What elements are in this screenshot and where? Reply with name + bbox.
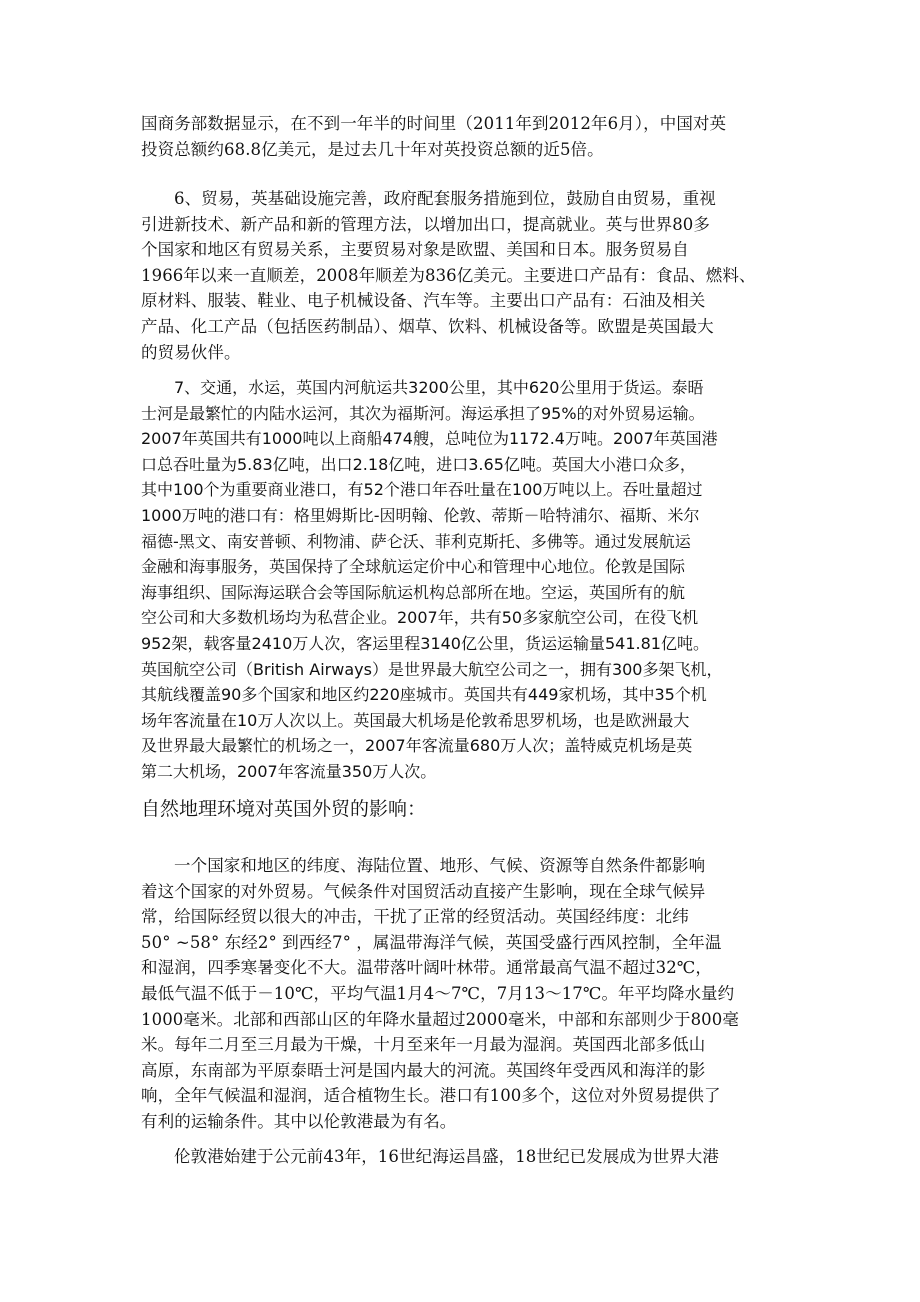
text-line: 最低气温不低于－10℃，平均气温1月4～7℃，7月13～17℃。年平均降水量约 (141, 983, 735, 1003)
text-line: 福德-黑文、南安普顿、利物浦、萨仑沃、菲利克斯托、多佛等。通过发展航运 (141, 531, 691, 551)
text-line: 和湿润，四季寒暑变化不大。温带落叶阔叶林带。通常最高气温不超过32℃， (141, 958, 712, 978)
text-line: 一个国家和地区的纬度、海陆位置、地形、气候、资源等自然条件都影响 (174, 856, 706, 875)
text-line: 国商务部数据显示，在不到一年半的时间里（2011年到2012年6月），中国对英 (141, 114, 727, 133)
paragraph-transport (141, 375, 781, 785)
text-line: 英国航空公司（British Airways）是世界最大航空公司之一，拥有300多架飞机， (141, 659, 723, 679)
text-line: 50° ~58° 东经2° 到西经7° ，属温带海洋气候，英国受盛行西风控制，全年温 (141, 932, 722, 952)
text-line: 士河是最繁忙的内陆水运河，其次为福斯河。海运承担了95%的对外贸易运输。 (141, 403, 705, 423)
text-line: 原材料、服装、鞋业、电子机械设备、汽车等。主要出口产品有：石油及相关 (141, 291, 706, 311)
text-line: 口总吞吐量为5.83亿吨，出口2.18亿吨，进口3.65亿吨。英国大小港口众多， (141, 454, 696, 474)
text-line: 空公司和大多数机场均为私营企业。2007年，共有50多家航空公司，在役飞机 (141, 608, 699, 628)
paragraph-investment (141, 111, 781, 162)
paragraph-trade (141, 186, 781, 365)
text-line: 产品、化工产品（包括医药制品）、烟草、饮料、机械设备等。欧盟是英国最大 (141, 316, 714, 336)
text-line: 7、交通，水运，英国内河航运共3200公里，其中620公里用于货运。泰晤 (174, 378, 704, 397)
text-line: 海事组织、国际海运联合会等国际航运机构总部所在地。空运，英国所有的航 (141, 582, 686, 602)
text-line: 着这个国家的对外贸易。气候条件对国贸活动直接产生影响，现在全球气候异 (141, 881, 706, 901)
text-line: 引进新技术、新产品和新的管理方法，以增加出口，提高就业。英与世界80多 (141, 214, 710, 234)
text-line: 1966年以来一直顺差，2008年顺差为836亿美元。主要进口产品有：食品、燃料、 (141, 265, 756, 285)
text-line: 1000万吨的港口有：格里姆斯比-因明翰、伦敦、蒂斯－哈特浦尔、福斯、米尔 (141, 505, 700, 525)
text-line: 其中100个为重要商业港口，有52个港口年吞吐量在100万吨以上。吞吐量超过 (141, 480, 703, 500)
section-heading: 自然地理环境对英国外贸的影响： (141, 798, 427, 820)
text-line: 2007年英国共有1000吨以上商船474艘，总吨位为1172.4万吨。2007年英国港 (141, 429, 718, 449)
text-line: 6、贸易，英基础设施完善，政府配套服务措施到位，鼓励自由贸易，重视 (174, 189, 716, 208)
text-line: 响，全年气候温和湿润，适合植物生长。港口有100多个，这位对外贸易提供了 (141, 1086, 721, 1106)
text-line: 伦敦港始建于公元前43年，16世纪海运昌盛，18世纪已发展成为世界大港 (174, 1147, 719, 1166)
text-line: 金融和海事服务，英国保持了全球航运定价中心和管理中心地位。伦敦是国际 (141, 557, 686, 577)
text-line: 其航线覆盖90多个国家和地区约220座城市。英国共有449家机场，其中35个机 (141, 685, 707, 705)
text-line: 场年客流量在10万人次以上。英国最大机场是伦敦希思罗机场，也是欧洲最大 (141, 710, 690, 730)
text-line: 第二大机场，2007年客流量350万人次。 (141, 761, 437, 781)
text-line: 1000毫米。北部和西部山区的年降水量超过2000毫米，中部和东部则少于800毫 (141, 1009, 739, 1029)
text-line: 有利的运输条件。其中以伦敦港最为有名。 (141, 1111, 457, 1131)
paragraph-london-port (141, 1144, 781, 1170)
text-line: 个国家和地区有贸易关系，主要贸易对象是欧盟、美国和日本。服务贸易自 (141, 240, 689, 260)
text-line: 米。每年二月至三月最为干燥，十月至来年一月最为湿润。英国西北部多低山 (141, 1035, 706, 1055)
text-line: 常，给国际经贸以很大的冲击，干扰了正常的经贸活动。英国经纬度：北纬 (141, 907, 689, 927)
text-line: 高原，东南部为平原泰晤士河是国内最大的河流。英国终年受西风和海洋的影 (141, 1060, 706, 1080)
text-line: 952架，载客量2410万人次，客运里程3140亿公里，货运运输量541.81亿吨。 (141, 633, 709, 653)
text-line: 的贸易伙伴。 (141, 342, 241, 362)
paragraph-geography (141, 853, 781, 1135)
text-line: 及世界最大最繁忙的机场之一，2007年客流量680万人次；盖特威克机场是英 (141, 736, 693, 756)
text-line: 投资总额约68.8亿美元，是过去几十年对英投资总额的近5倍。 (141, 139, 604, 159)
